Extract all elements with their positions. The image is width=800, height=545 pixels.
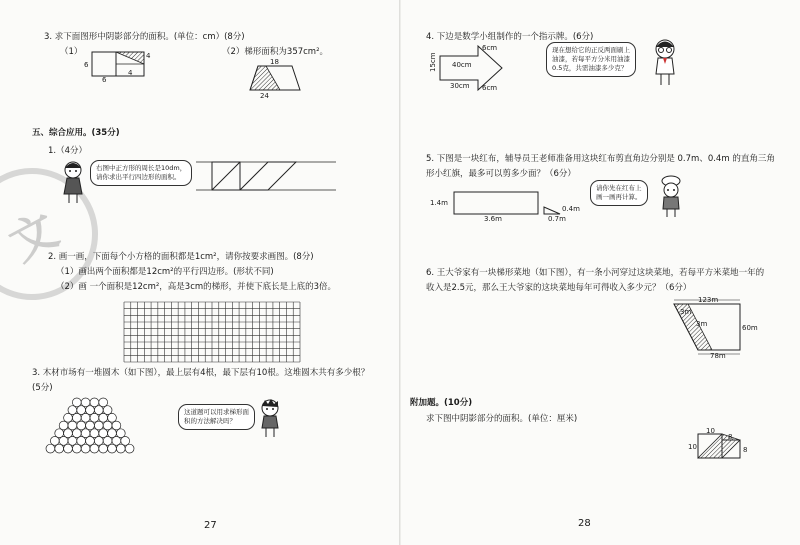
log-circle [103, 437, 112, 446]
log-circle [86, 406, 95, 415]
log-circle [94, 421, 103, 430]
boy-illustration-icon [256, 398, 284, 438]
dim-left: 6 [84, 61, 89, 69]
dim-width-2: 30cm [450, 82, 470, 90]
log-circle [77, 437, 86, 446]
dim-top: 123m [698, 296, 719, 304]
log-circle [64, 429, 73, 438]
dim-height: 1.4m [430, 199, 448, 207]
figure-bonus-squares [688, 428, 752, 462]
log-circle [55, 429, 64, 438]
question-3-1-label: （1） [60, 47, 83, 57]
speech-bubble-q5: 请你先在红布上 画一画再计算。 [590, 180, 648, 206]
log-circle [64, 444, 73, 453]
log-circle [103, 406, 112, 415]
question-6-title: 6. 王大爷家有一块梯形菜地（如下图），有一条小河穿过这块菜地，若每平方米菜地一年的 [426, 268, 765, 278]
question-3-title: 3. 求下面图形中阴影部分的面积。(单位：cm）(8分) [44, 32, 245, 42]
log-circle [77, 421, 86, 430]
log-circle [90, 398, 99, 407]
dim-right-top: 4 [146, 52, 151, 60]
log-circle [99, 444, 108, 453]
dim-bottom: 6 [102, 76, 107, 84]
chef-boy-icon [656, 176, 686, 218]
dim-top: 6cm [482, 44, 498, 52]
dim-top: 18 [270, 58, 279, 66]
dim-triangle-width: 0.7m [548, 215, 566, 223]
question-3-2-label: （2）梯形面积为357cm²。 [222, 47, 328, 57]
log-circle [81, 398, 90, 407]
log-circle [81, 429, 90, 438]
log-circle [81, 444, 90, 453]
log-circle [64, 413, 73, 422]
log-circle [99, 413, 108, 422]
log-circle [99, 398, 108, 407]
log-circle [116, 429, 125, 438]
log-circle [112, 421, 121, 430]
log-circle [59, 421, 68, 430]
log-circle [99, 429, 108, 438]
log-circle [81, 413, 90, 422]
figure-red-cloth [430, 188, 580, 224]
figure-q3-1 [80, 46, 160, 82]
s5-question-3-title: 3. 木材市场有一堆圆木（如下图），最上层有4根，最下层有10根。这堆圆木共有多少根？ [32, 368, 370, 378]
s5-question-1-title: 1.（4分） [48, 146, 88, 156]
s5-question-3-score: (5分) [32, 383, 53, 393]
log-circle [94, 406, 103, 415]
log-circle [108, 413, 117, 422]
dim-bottom: 6cm [482, 84, 498, 92]
dim-height: 15cm [429, 52, 437, 72]
log-circle [55, 444, 64, 453]
log-circle [108, 444, 117, 453]
log-circle [68, 421, 77, 430]
watermark-stamp: 文 [0, 145, 121, 324]
speech-bubble-q1: 右图中正方形的周长是10dm， 请你求出平行四边形的面积。 [90, 160, 192, 186]
speech-bubble-q3: 这道题可以用求梯形面 积的方法解决吗？ [178, 404, 255, 430]
question-6-title-line2: 收入是2.5元，那么王大爷家的这块菜地每年可得收入多少元？（6分） [426, 283, 692, 293]
dim-river-a: 3m [680, 308, 692, 316]
dim-river-b: 3m [696, 320, 708, 328]
question-5-title: 5. 下图是一块红布，辅导员王老师准备用这块红布剪直角边分别是 0.7m、0.4m 的直角三角 [426, 154, 775, 164]
log-circle [77, 406, 86, 415]
boy-with-glasses-icon [650, 38, 680, 86]
log-circle [90, 413, 99, 422]
page-number-left: 27 [204, 520, 217, 531]
log-circle [72, 413, 81, 422]
s5-question-2-1: （1）画出两个面积都是12cm²的平行四边形。(形状不同) [56, 267, 274, 277]
dim-bottom: 24 [260, 92, 269, 100]
log-circle [72, 429, 81, 438]
log-circle [121, 437, 130, 446]
section-5-title: 五、综合应用。(35分) [32, 128, 120, 138]
log-circle [86, 437, 95, 446]
figure-trapezoid-field [640, 296, 764, 358]
log-circle [59, 437, 68, 446]
drawing-grid[interactable] [124, 302, 300, 362]
log-circle [50, 437, 59, 446]
dim-width: 3.6m [484, 215, 502, 223]
figure-q3-2 [246, 58, 306, 100]
log-circle [68, 437, 77, 446]
question-4-title: 4. 下边是数学小组制作的一个指示牌。(6分) [426, 32, 594, 42]
figure-arrow-sign [428, 44, 512, 92]
log-circle [72, 398, 81, 407]
dim-height: 60m [742, 324, 758, 332]
speech-bubble-q4: 现在想给它的正反两面刷上 油漆，若每平方分米用油漆 0.5克，共需油漆多少克？ [546, 42, 636, 77]
log-circle [46, 444, 55, 453]
log-circle [86, 421, 95, 430]
log-circle [116, 444, 125, 453]
log-circle [72, 444, 81, 453]
log-circle [125, 444, 134, 453]
question-5-title-line2: 形小红旗，最多可以剪多少面？（6分） [426, 169, 576, 179]
dim-width-1: 40cm [452, 61, 472, 69]
dim-left: 10 [688, 443, 697, 451]
s5-question-2-title: 2. 画一画，下面每个小方格的面积都是1cm²，请你按要求画图。(8分) [48, 252, 314, 262]
log-circle [90, 429, 99, 438]
log-circle [108, 429, 117, 438]
log-circle [90, 444, 99, 453]
dim-bottom: 78m [710, 352, 726, 360]
log-circle [103, 421, 112, 430]
dim-right-top: 8 [728, 433, 733, 441]
log-pile-illustration [44, 394, 136, 440]
page-number-right: 28 [578, 518, 591, 529]
dim-triangle-height: 0.4m [562, 205, 580, 213]
log-circle [94, 437, 103, 446]
log-circle [112, 437, 121, 446]
bonus-title: 附加题。(10分) [410, 398, 473, 408]
log-circle [68, 406, 77, 415]
s5-question-2-2: （2）画 一个面积是12cm²，高是3cm的梯形，并使下底长是上底的3倍。 [56, 282, 337, 292]
dim-mid: 4 [128, 69, 133, 77]
dim-right: 8 [743, 446, 748, 454]
dim-top: 10 [706, 427, 715, 435]
figure-square-parallelogram [196, 158, 356, 194]
bonus-question: 求下图中阴影部分的面积。(单位：厘米) [426, 414, 578, 424]
page-gutter [399, 0, 401, 545]
girl-illustration-icon [58, 160, 88, 204]
